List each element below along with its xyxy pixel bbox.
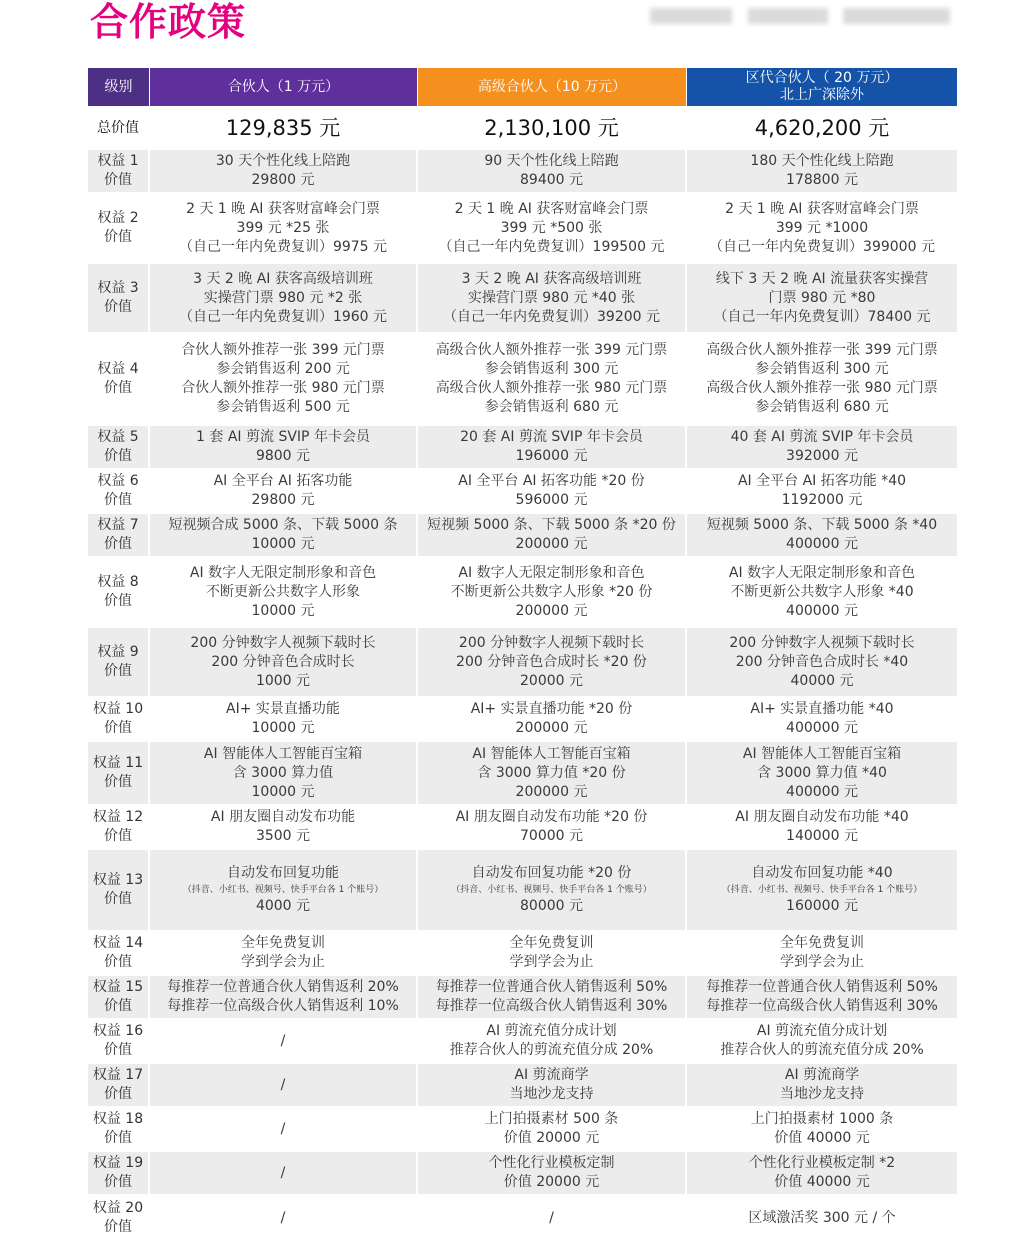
benefit-cell-senior — [418, 626, 687, 696]
benefit-label — [88, 740, 150, 804]
cell-line: 399 元 *500 张 — [500, 219, 603, 236]
cell-line: 自动发布回复功能 *40 — [751, 865, 893, 881]
benefit-row — [88, 740, 957, 804]
cell-line: AI+ 实景直播功能 *40 — [750, 701, 894, 717]
cell-line: 当地沙龙支持 — [780, 1086, 864, 1102]
benefit-label-line: 权益 13 — [92, 872, 144, 888]
benefit-cell-partner — [150, 696, 418, 740]
cell-line: 200000 元 — [515, 602, 588, 619]
cell-line: 399 元 *25 张 — [236, 219, 330, 236]
benefit-label — [88, 848, 150, 930]
benefit-label-line: 价值 — [104, 593, 132, 609]
benefit-cell-senior — [418, 148, 687, 192]
cell-line: 200 分钟数字人视频下载时长 — [190, 634, 376, 651]
benefit-label-line: 价值 — [104, 1086, 132, 1102]
benefit-row — [88, 930, 957, 974]
benefit-label-line: 权益 1 — [97, 153, 139, 169]
benefit-cell-partner — [150, 804, 418, 848]
cell-line: 短视频 5000 条、下载 5000 条 *40 — [706, 517, 938, 533]
header-senior-partner: 高级合伙人（10 万元） — [418, 68, 687, 106]
cell-line: 自动发布回复功能 — [227, 865, 339, 881]
cell-line: 自动发布回复功能 *20 份 — [471, 865, 632, 881]
cell-line: 参会销售返利 500 元 — [216, 399, 350, 415]
benefit-cell-regional — [687, 332, 957, 424]
benefit-cell-senior — [418, 1062, 687, 1106]
header-regional-partner-title: 区代合伙人（ 20 万元） — [745, 70, 899, 86]
cell-line: 个性化行业模板定制 *2 — [748, 1155, 896, 1171]
benefit-cell-partner — [150, 1150, 418, 1194]
benefit-row — [88, 804, 957, 848]
benefit-cell-partner — [150, 262, 418, 332]
benefit-label — [88, 626, 150, 696]
benefit-label-line: 权益 11 — [92, 755, 144, 771]
cell-line: 3 天 2 晚 AI 获客高级培训班 — [193, 270, 373, 287]
benefit-row — [88, 1062, 957, 1106]
benefit-cell-senior — [418, 262, 687, 332]
cell-line: AI 数字人无限定制形象和音色 — [728, 564, 916, 581]
benefit-label-line: 权益 16 — [92, 1023, 144, 1039]
benefit-cell-partner — [150, 468, 418, 512]
cell-line: 196000 元 — [515, 448, 588, 464]
cell-line: 实操营门票 980 元 *40 张 — [467, 289, 636, 306]
cell-line: 40 套 AI 剪流 SVIP 年卡会员 — [730, 429, 914, 445]
benefit-cell-partner — [150, 848, 418, 930]
cell-line: 价值 40000 元 — [774, 1130, 870, 1146]
benefit-label — [88, 696, 150, 740]
cell-line: 门票 980 元 *80 — [768, 289, 876, 306]
cell-line: 参会销售返利 680 元 — [755, 399, 889, 415]
cell-line: 1 套 AI 剪流 SVIP 年卡会员 — [196, 429, 370, 445]
benefit-cell-senior — [418, 1018, 687, 1062]
cell-line: 合伙人额外推荐一张 399 元门票 — [181, 342, 385, 358]
benefit-label-line: 权益 20 — [92, 1200, 144, 1216]
benefit-label — [88, 556, 150, 626]
cell-line: （自己一年内免费复训）39200 元 — [443, 308, 660, 325]
benefit-row — [88, 1194, 957, 1240]
cell-line: AI 朋友圈自动发布功能 — [210, 809, 356, 825]
cell-line: 学到学会为止 — [780, 954, 864, 970]
benefit-cell-partner — [150, 1062, 418, 1106]
benefit-label — [88, 1062, 150, 1106]
benefit-label-line: 价值 — [104, 998, 132, 1014]
benefit-cell-senior — [418, 804, 687, 848]
cell-line: AI 全平台 AI 拓客功能 *20 份 — [458, 473, 645, 489]
cell-line: （自己一年内免费复训）78400 元 — [713, 308, 931, 325]
cell-line: 每推荐一位高级合伙人销售返利 10% — [167, 998, 399, 1014]
cell-line: 70000 元 — [520, 828, 583, 844]
benefit-cell-regional — [687, 468, 957, 512]
benefit-label-line: 权益 3 — [97, 280, 139, 296]
cell-line: 高级合伙人额外推荐一张 980 元门票 — [435, 380, 668, 396]
benefit-row — [88, 192, 957, 262]
benefit-cell-senior — [418, 1194, 687, 1240]
cell-line: AI 智能体人工智能百宝箱 — [742, 745, 902, 762]
benefit-cell-regional — [687, 1194, 957, 1240]
cell-line: 200 分钟音色合成时长 *40 — [735, 653, 909, 670]
cell-line: 推荐合伙人的剪流充值分成 20% — [449, 1042, 654, 1058]
benefit-cell-regional — [687, 1150, 957, 1194]
benefit-label-line: 价值 — [104, 891, 132, 907]
cell-line: （自己一年内免费复训）399000 元 — [709, 238, 935, 255]
benefit-cell-senior — [418, 556, 687, 626]
cell-line: 每推荐一位普通合伙人销售返利 50% — [706, 979, 938, 995]
cell-line: 线下 3 天 2 晚 AI 流量获客实操营 — [715, 270, 929, 287]
cell-line: 价值 20000 元 — [503, 1174, 600, 1190]
cell-line: 2 天 1 晚 AI 获客财富峰会门票 — [186, 200, 380, 217]
benefit-label-line: 价值 — [104, 1042, 132, 1058]
cell-line: 参会销售返利 300 元 — [755, 361, 889, 377]
platform-note: （抖音、小红书、视频号、快手平台各 1 个账号） — [721, 885, 923, 895]
cell-line: 全年免费复训 — [509, 935, 594, 951]
cell-line: 3 天 2 晚 AI 获客高级培训班 — [461, 270, 642, 287]
cell-line: 1000 元 — [255, 672, 311, 689]
header-partner: 合伙人（1 万元） — [150, 68, 418, 106]
cell-line: 参会销售返利 200 元 — [216, 361, 350, 377]
cell-line: AI 全平台 AI 拓客功能 *40 — [737, 473, 907, 489]
cell-line: 上门拍摄素材 500 条 — [484, 1111, 619, 1127]
benefit-label-line: 权益 15 — [92, 979, 144, 995]
benefit-label-line: 权益 8 — [97, 574, 139, 590]
benefit-label-line: 价值 — [104, 380, 132, 396]
benefit-label — [88, 1150, 150, 1194]
benefit-label — [88, 1018, 150, 1062]
benefit-label — [88, 192, 150, 262]
benefit-label-line: 权益 12 — [92, 809, 144, 825]
benefit-cell-partner — [150, 930, 418, 974]
benefit-cell-senior — [418, 332, 687, 424]
cell-line: 参会销售返利 300 元 — [484, 361, 619, 377]
cell-line: AI 数字人无限定制形象和音色 — [458, 564, 645, 581]
benefit-label-line: 价值 — [104, 536, 132, 552]
benefit-cell-regional — [687, 930, 957, 974]
benefit-label — [88, 148, 150, 192]
cell-line: 400000 元 — [786, 602, 858, 619]
total-value-regional: 4,620,200 元 — [687, 106, 957, 148]
benefit-cell-regional — [687, 512, 957, 556]
benefit-label — [88, 974, 150, 1018]
cell-line: AI 全平台 AI 拓客功能 — [213, 473, 353, 489]
cell-line: 400000 元 — [786, 783, 858, 800]
cell-line: 200000 元 — [515, 536, 588, 552]
cell-line: 不断更新公共数字人形象 — [206, 583, 360, 600]
header-level: 级别 — [88, 68, 150, 106]
total-value-partner: 129,835 元 — [150, 106, 418, 148]
benefit-label — [88, 930, 150, 974]
cell-line: 178800 元 — [786, 172, 858, 188]
benefit-label-line: 价值 — [104, 1130, 132, 1146]
cell-line: 90 天个性化线上陪跑 — [484, 153, 619, 169]
platform-note: （抖音、小红书、视频号、快手平台各 1 个账号） — [451, 885, 652, 895]
benefit-row — [88, 626, 957, 696]
cell-line: 180 天个性化线上陪跑 — [750, 153, 894, 169]
benefit-label-line: 权益 9 — [97, 644, 139, 660]
benefit-cell-regional — [687, 192, 957, 262]
benefit-label — [88, 332, 150, 424]
cell-line: 200 分钟音色合成时长 *20 份 — [456, 653, 647, 670]
header-regional-partner-note: 北上广深除外 — [780, 87, 864, 103]
cell-line: 29800 元 — [251, 172, 315, 188]
cell-line: 10000 元 — [251, 783, 315, 800]
benefit-label-line: 权益 14 — [92, 935, 144, 951]
total-value-row — [88, 106, 957, 148]
policy-table — [88, 68, 957, 1240]
cell-line: / — [549, 1209, 554, 1226]
benefit-label-line: 价值 — [104, 448, 132, 464]
cell-line: 160000 元 — [786, 898, 858, 914]
cell-line: 推荐合伙人的剪流充值分成 20% — [720, 1042, 924, 1058]
cell-line: 上门拍摄素材 1000 条 — [750, 1111, 894, 1127]
total-value-senior: 2,130,100 元 — [418, 106, 687, 148]
cell-line: AI 剪流商学 — [784, 1067, 860, 1083]
benefit-cell-senior — [418, 930, 687, 974]
benefit-cell-regional — [687, 148, 957, 192]
benefit-label — [88, 262, 150, 332]
benefit-cell-senior — [418, 192, 687, 262]
cell-line: 400000 元 — [786, 536, 858, 552]
header-regional-partner — [687, 68, 957, 106]
cell-line: 全年免费复训 — [780, 935, 864, 951]
benefit-cell-partner — [150, 1018, 418, 1062]
cell-line: / — [280, 1209, 286, 1226]
benefit-label-line: 权益 5 — [97, 429, 139, 445]
cell-line: 10000 元 — [251, 720, 315, 736]
benefit-label-line: 价值 — [104, 954, 132, 970]
benefit-row — [88, 424, 957, 468]
benefit-cell-partner — [150, 740, 418, 804]
cell-line: 399 元 *1000 — [775, 219, 869, 236]
cell-line: 高级合伙人额外推荐一张 399 元门票 — [706, 342, 938, 358]
benefit-cell-regional — [687, 1062, 957, 1106]
page-title: 合作政策 — [90, 0, 247, 44]
benefit-label-line: 权益 19 — [92, 1155, 144, 1171]
cell-line: 9800 元 — [255, 448, 311, 464]
cell-line: 每推荐一位高级合伙人销售返利 30% — [435, 998, 668, 1014]
benefit-cell-partner — [150, 148, 418, 192]
cell-line: 短视频合成 5000 条、下载 5000 条 — [168, 517, 398, 533]
cell-line: 区域激活奖 300 元 / 个 — [748, 1209, 896, 1226]
cell-line: 每推荐一位普通合伙人销售返利 50% — [435, 979, 668, 995]
benefit-label — [88, 1106, 150, 1150]
cell-line: 596000 元 — [515, 492, 588, 508]
cell-line: （自己一年内免费复训）199500 元 — [438, 238, 665, 255]
benefit-cell-senior — [418, 696, 687, 740]
benefit-label-line: 权益 4 — [97, 361, 139, 377]
cell-line: 2 天 1 晚 AI 获客财富峰会门票 — [725, 200, 919, 217]
benefit-cell-senior — [418, 974, 687, 1018]
cell-line: 200000 元 — [515, 720, 588, 736]
benefit-label-line: 价值 — [104, 1219, 132, 1235]
benefit-label — [88, 804, 150, 848]
benefit-cell-senior — [418, 1106, 687, 1150]
benefit-cell-regional — [687, 626, 957, 696]
benefit-label-line: 价值 — [104, 774, 132, 790]
cell-line: 实操营门票 980 元 *2 张 — [203, 289, 363, 306]
benefit-label-line: 权益 6 — [97, 473, 139, 489]
cell-line: 1192000 元 — [781, 492, 863, 508]
benefit-row — [88, 974, 957, 1018]
benefit-label-line: 价值 — [104, 720, 132, 736]
cell-line: AI 剪流充值分成计划 — [756, 1023, 888, 1039]
cell-line: 29800 元 — [251, 492, 315, 508]
benefit-row — [88, 556, 957, 626]
cell-line: AI 剪流商学 — [514, 1067, 589, 1083]
benefit-cell-regional — [687, 556, 957, 626]
cell-line: （自己一年内免费复训）9975 元 — [178, 238, 388, 255]
cell-line: 高级合伙人额外推荐一张 980 元门票 — [706, 380, 938, 396]
benefit-cell-regional — [687, 740, 957, 804]
cell-line: 200 分钟数字人视频下载时长 — [458, 634, 645, 651]
benefit-label-line: 价值 — [104, 492, 132, 508]
benefit-cell-regional — [687, 1018, 957, 1062]
cell-line: AI+ 实景直播功能 *20 份 — [470, 701, 633, 717]
cell-line: 140000 元 — [786, 828, 858, 844]
cell-line: 20000 元 — [520, 672, 583, 689]
cell-line: 200 分钟数字人视频下载时长 — [729, 634, 915, 651]
benefit-label — [88, 468, 150, 512]
benefit-cell-senior — [418, 424, 687, 468]
benefit-label — [88, 512, 150, 556]
total-label: 总价值 — [88, 106, 150, 148]
benefit-label-line: 权益 18 — [92, 1111, 144, 1127]
cell-line: 当地沙龙支持 — [509, 1086, 594, 1102]
cell-line: 200000 元 — [515, 783, 588, 800]
benefit-cell-partner — [150, 1194, 418, 1240]
cell-line: 含 3000 算力值 *20 份 — [477, 764, 626, 781]
table-header-row — [88, 68, 957, 106]
benefit-cell-partner — [150, 626, 418, 696]
cell-line: 含 3000 算力值 *40 — [757, 764, 887, 781]
cell-line: 不断更新公共数字人形象 *40 — [730, 583, 914, 600]
cell-line: 参会销售返利 680 元 — [484, 399, 619, 415]
cell-line: 89400 元 — [520, 172, 583, 188]
benefit-row — [88, 1018, 957, 1062]
cell-line: 200 分钟音色合成时长 — [211, 653, 355, 670]
benefit-cell-partner — [150, 512, 418, 556]
cell-line: 学到学会为止 — [241, 954, 325, 970]
benefit-cell-senior — [418, 512, 687, 556]
benefit-cell-partner — [150, 974, 418, 1018]
benefit-cell-senior — [418, 848, 687, 930]
benefit-row — [88, 148, 957, 192]
cell-line: 短视频 5000 条、下载 5000 条 *20 份 — [427, 517, 676, 533]
cell-line: 含 3000 算力值 — [232, 764, 334, 781]
benefit-label-line: 价值 — [104, 828, 132, 844]
benefit-cell-senior — [418, 740, 687, 804]
benefit-cell-senior — [418, 468, 687, 512]
benefit-row — [88, 262, 957, 332]
cell-line: 10000 元 — [251, 536, 315, 552]
benefit-cell-regional — [687, 262, 957, 332]
cell-line: AI 剪流充值分成计划 — [486, 1023, 617, 1039]
benefit-label-line: 价值 — [104, 299, 132, 315]
cell-line: 4000 元 — [255, 898, 311, 914]
cell-line: AI 智能体人工智能百宝箱 — [203, 745, 363, 762]
platform-note: （抖音、小红书、视频号、快手平台各 1 个账号） — [182, 885, 384, 895]
cell-line: 80000 元 — [520, 898, 583, 914]
benefit-cell-partner — [150, 332, 418, 424]
cell-line: 价值 40000 元 — [774, 1174, 870, 1190]
cell-line: 合伙人额外推荐一张 980 元门票 — [181, 380, 385, 396]
cell-line: 价值 20000 元 — [503, 1130, 600, 1146]
benefit-cell-regional — [687, 1106, 957, 1150]
benefit-row — [88, 696, 957, 740]
cell-line: 3500 元 — [255, 828, 311, 844]
benefit-label-line: 权益 17 — [92, 1067, 144, 1083]
benefit-label-line: 价值 — [104, 1174, 132, 1190]
cell-line: 每推荐一位普通合伙人销售返利 20% — [167, 979, 399, 995]
benefit-cell-regional — [687, 696, 957, 740]
cell-line: AI 朋友圈自动发布功能 *20 份 — [455, 809, 648, 825]
benefit-row — [88, 1150, 957, 1194]
cell-line: 高级合伙人额外推荐一张 399 元门票 — [435, 342, 668, 358]
cell-line: / — [280, 1120, 286, 1137]
cell-line: 20 套 AI 剪流 SVIP 年卡会员 — [460, 429, 643, 445]
cell-line: AI+ 实景直播功能 — [226, 701, 340, 717]
cell-line: / — [280, 1076, 286, 1093]
cell-line: 40000 元 — [790, 672, 854, 689]
benefit-label-line: 权益 10 — [92, 701, 144, 717]
cell-line: AI 数字人无限定制形象和音色 — [189, 564, 377, 581]
blurred-logo — [843, 8, 950, 24]
benefit-label — [88, 1194, 150, 1240]
benefit-label-line: 价值 — [104, 663, 132, 679]
cell-line: （自己一年内免费复训）1960 元 — [178, 308, 388, 325]
blurred-logo — [650, 8, 732, 24]
cell-line: 全年免费复训 — [241, 935, 325, 951]
cell-line: / — [280, 1164, 286, 1181]
benefit-label-line: 价值 — [104, 229, 132, 245]
cell-line: 个性化行业模板定制 — [488, 1155, 615, 1171]
benefit-cell-regional — [687, 804, 957, 848]
benefit-cell-partner — [150, 424, 418, 468]
cell-line: / — [280, 1032, 286, 1049]
benefit-cell-senior — [418, 1150, 687, 1194]
blurred-logo — [748, 8, 828, 24]
cell-line: 400000 元 — [786, 720, 858, 736]
benefit-row — [88, 848, 957, 930]
benefit-label-line: 权益 7 — [97, 517, 139, 533]
benefit-label — [88, 424, 150, 468]
benefit-label-line: 权益 2 — [97, 210, 139, 226]
benefit-cell-partner — [150, 556, 418, 626]
cell-line: 10000 元 — [251, 602, 315, 619]
benefit-label-line: 价值 — [104, 172, 132, 188]
benefit-cell-regional — [687, 974, 957, 1018]
benefit-cell-regional — [687, 424, 957, 468]
cell-line: 2 天 1 晚 AI 获客财富峰会门票 — [454, 200, 649, 217]
cell-line: AI 朋友圈自动发布功能 *40 — [735, 809, 909, 825]
benefit-row — [88, 332, 957, 424]
benefit-cell-partner — [150, 192, 418, 262]
benefit-row — [88, 1106, 957, 1150]
benefit-cell-regional — [687, 848, 957, 930]
cell-line: 30 天个性化线上陪跑 — [215, 153, 351, 169]
cell-line: 学到学会为止 — [509, 954, 594, 970]
cell-line: 392000 元 — [786, 448, 858, 464]
cell-line: 每推荐一位高级合伙人销售返利 30% — [706, 998, 938, 1014]
benefit-row — [88, 512, 957, 556]
cell-line: AI 智能体人工智能百宝箱 — [472, 745, 631, 762]
cell-line: 不断更新公共数字人形象 *20 份 — [450, 583, 653, 600]
benefit-cell-partner — [150, 1106, 418, 1150]
benefit-row — [88, 468, 957, 512]
